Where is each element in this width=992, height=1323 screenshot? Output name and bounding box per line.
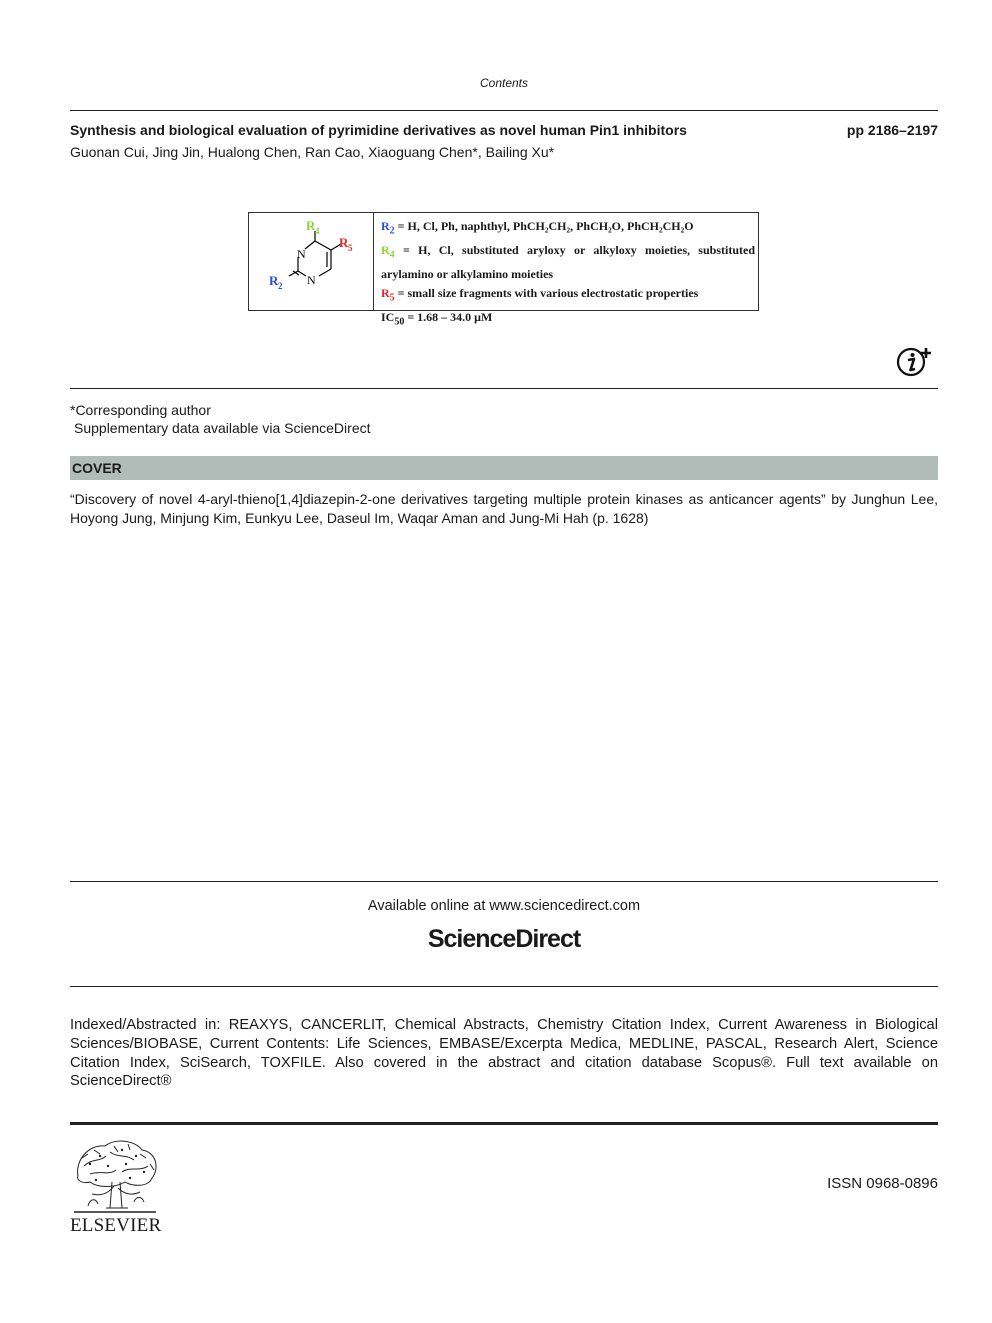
sciencedirect-logo[interactable]: ScienceDirect: [427, 925, 581, 953]
contents-label: Contents: [479, 76, 529, 90]
struct-r2-sub: 2: [278, 281, 283, 291]
r5-sub: 5: [389, 292, 395, 304]
cover-heading: COVER: [72, 460, 122, 476]
info-plus-icon[interactable]: [895, 344, 939, 378]
ic50-sub: 50: [394, 316, 405, 328]
struct-r5-label: R: [339, 235, 349, 250]
ga-r4-line: [381, 241, 755, 265]
r2-text: = H, Cl, Ph, naphthyl, PhCH₂CH₂, PhCH₂O, PhCH₂CH₂O: [394, 219, 694, 233]
r4-label: R: [381, 242, 390, 257]
availability-top-divider: [70, 881, 938, 882]
ga-description: [381, 217, 755, 332]
article-pages: pp 2186–2197: [846, 122, 938, 138]
r2-sub: 2: [389, 225, 395, 237]
ring-nitrogen-1: N: [297, 247, 306, 261]
ga-r5-line: [381, 284, 755, 308]
supplementary-data-note: Supplementary data available via ScienceDirect: [74, 420, 371, 436]
indexed-abstracted-text: Indexed/Abstracted in: REAXYS, CANCERLIT, Chemical Abstracts, Chemistry Citation Index, Current Awareness in Biological Sciences/BIOBASE, Current Contents: Life Sciences, EMBASE/Excerpta Medica, MEDLINE, PASCAL, Research Alert, Science Citation Index, SciSearch, TOXFILE. Also covered in the abstract and citation database Scopus®. Full text available on ScienceDirect®: [70, 1017, 938, 1090]
r2-label: R: [381, 219, 390, 233]
struct-r2-label: R: [269, 273, 279, 288]
r4-sub: 4: [389, 249, 395, 261]
r4-text-a: = H, Cl, substituted aryloxy or alkyloxy moieties, substituted: [394, 242, 755, 257]
issn: ISSN 0968-0896: [827, 1175, 938, 1192]
article-authors: Guonan Cui, Jing Jin, Hualong Chen, Ran Cao, Xiaoguang Chen*, Bailing Xu*: [70, 144, 555, 160]
footer-thick-divider: [70, 1122, 938, 1125]
available-online-text[interactable]: Available online at www.sciencedirect.com: [367, 898, 641, 914]
graphical-abstract: [248, 212, 759, 328]
section-divider: [70, 388, 938, 389]
r5-text: = small size fragments with various electrostatic properties: [394, 286, 699, 301]
cover-section-bar: [70, 456, 938, 480]
ic50-label: IC: [381, 310, 395, 325]
r5-label: R: [381, 286, 390, 301]
top-divider: [70, 110, 938, 111]
ga-r4-line-cont: arylamino or alkylamino moieties: [381, 266, 554, 281]
struct-r4-sub: 4: [315, 226, 320, 236]
elsevier-tree-icon: [70, 1136, 160, 1216]
availability-bottom-divider: [70, 986, 938, 987]
ring-nitrogen-2: N: [307, 273, 316, 287]
pyrimidine-structure: [249, 213, 373, 312]
struct-r4-label: R: [306, 218, 316, 233]
elsevier-wordmark: ELSEVIER: [70, 1215, 162, 1236]
struct-r5-sub: 5: [348, 243, 353, 253]
ga-r2-line: [381, 217, 755, 241]
ga-divider: [373, 213, 374, 310]
corresponding-author-note: *Corresponding author: [70, 402, 211, 418]
ic50-text: = 1.68 – 34.0 μM: [404, 310, 493, 325]
ga-ic50-line: [381, 308, 755, 332]
cover-description: “Discovery of novel 4-aryl-thieno[1,4]diazepin-2-one derivatives targeting multiple protein kinases as anticancer agents” by Junghun Lee, Hoyong Jung, Minjung Kim, Eunkyu Lee, Daseul Im, Waqar Aman and Jung-Mi Hah (p. 1628): [70, 491, 938, 526]
article-title[interactable]: Synthesis and biological evaluation of pyrimidine derivatives as novel human Pin1 inhibitors: [70, 122, 687, 138]
